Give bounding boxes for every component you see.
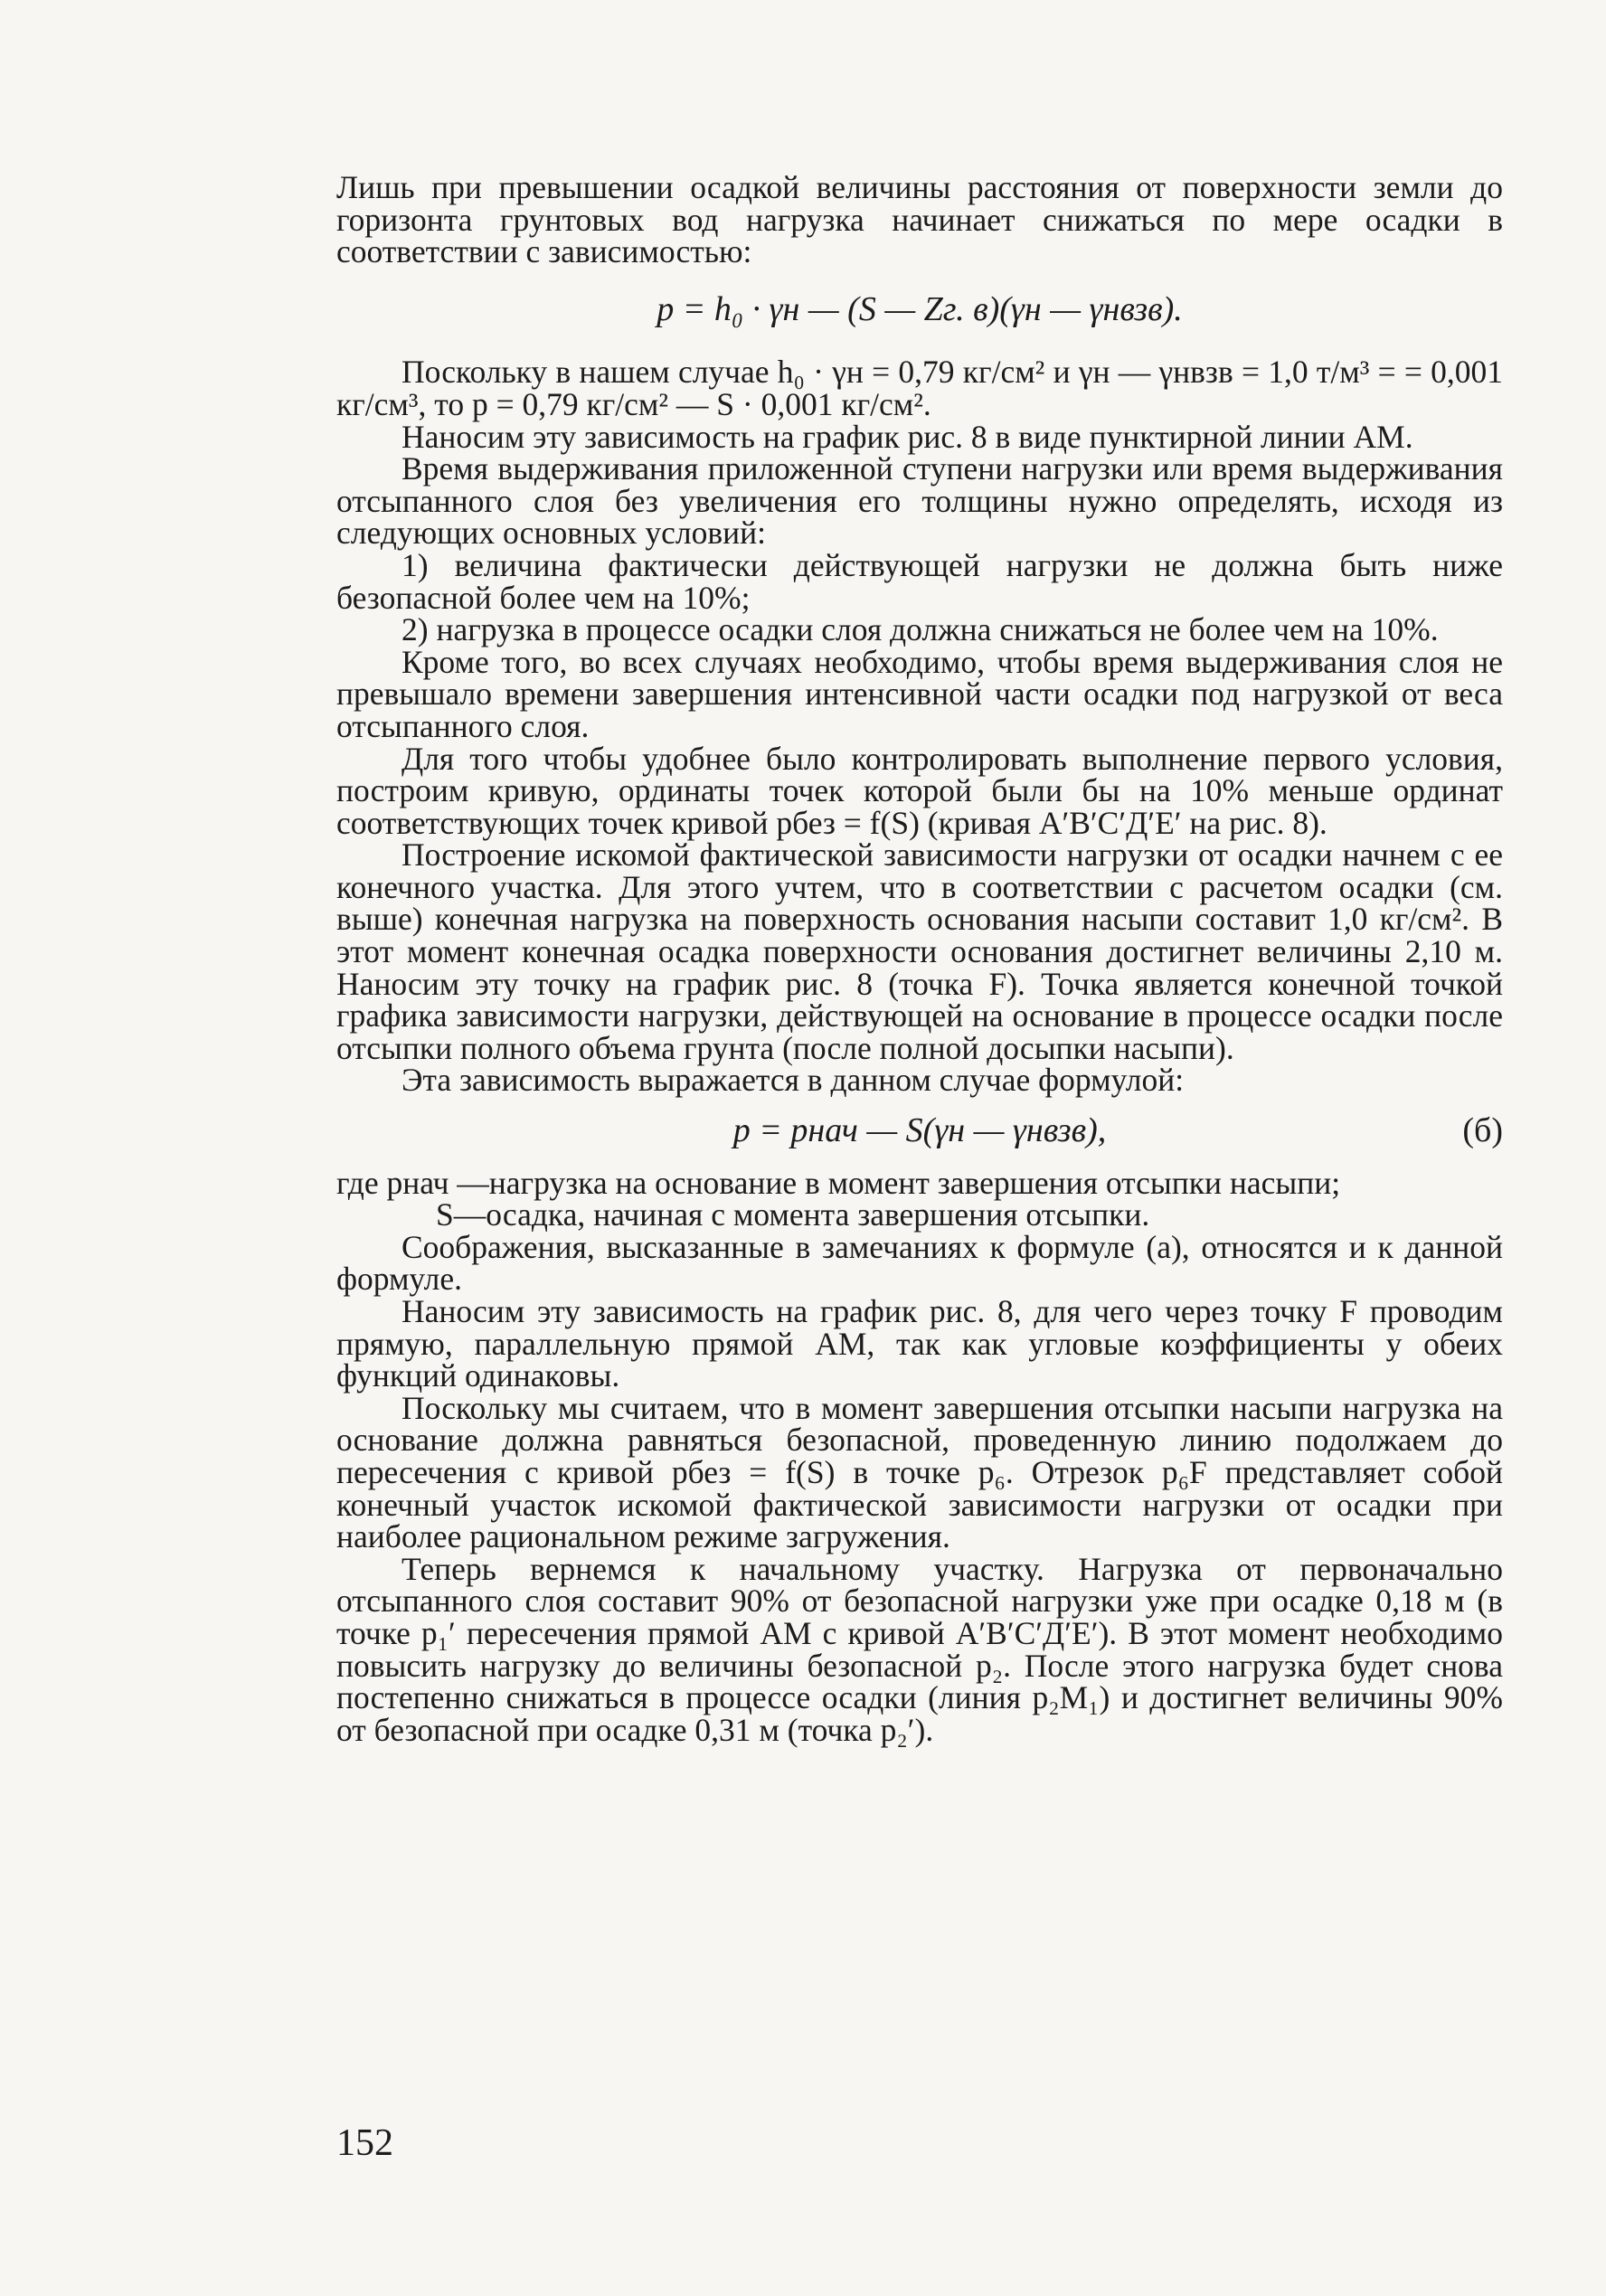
paragraph: Эта зависимость выражается в данном случае формулой: bbox=[402, 1062, 1185, 1099]
list-item: 2) нагрузка в процессе осадки слоя должна снижаться не более чем на 10%. bbox=[402, 611, 1439, 648]
paragraph: Поскольку в нашем случае h₀ · γн = 0,79 кг/см² и γн — γнвзв = 1,0 т/м³ = = 0,001 кг/см³, то p = 0,79 кг/см² — S · 0,001 кг/см². bbox=[336, 354, 1503, 422]
list-item: 1) величина фактически действующей нагрузки не должна быть ниже безопасной более чем на 10%; bbox=[336, 546, 1503, 616]
body-text bbox=[336, 169, 1503, 1748]
formula-1: p = h₀ · γн — (S — Zг. в)(γн — γнвзв). bbox=[657, 289, 1183, 328]
paragraph: Лишь при превышении осадкой величины расстояния от поверхности земли до горизонта грунтовых вод нагрузка начинает снижаться по мере осадки в соответствии с зависимостью: bbox=[336, 169, 1503, 270]
paragraph: Поскольку мы считаем, что в момент завершения отсыпки насыпи нагрузка на основание должна равняться безопасной, проведенную линию подолжаем до пересечения с кривой pбез = f(S) в точке p₆. Отрезок p₆F представляет собой конечный участок искомой фактической зависимости нагрузки от осадки при наиболее рациональном режиме загружения. bbox=[336, 1389, 1503, 1555]
definition: S—осадка, начиная с момента завершения отсыпки. bbox=[436, 1196, 1150, 1233]
paragraph: Теперь вернемся к начальному участку. Нагрузка от первоначально отсыпанного слоя составит 90% от безопасной нагрузки уже при осадке 0,18 м (в точке p₁′ пересечения прямой АМ с кривой А′В′С′Д′Е′). В этот момент необходимо повысить нагрузку до величины безопасной p₂. После этого нагрузка будет снова постепенно снижаться в процессе осадки (линия p₂M₁) и достигнет величины 90% от безопасной при осадке 0,31 м (точка p₂′). bbox=[336, 1550, 1503, 1748]
definition: где pнач —нагрузка на основание в момент завершения отсыпки насыпи; bbox=[336, 1164, 1341, 1201]
equation-number: (б) bbox=[1462, 1111, 1503, 1150]
paragraph: Построение искомой фактической зависимости нагрузки от осадки начнем с ее конечного участка. Для этого учтем, что в соответствии с расчетом осадки (см. выше) конечная нагрузка на поверхность основания насыпи составит 1,0 кг/см². В этот момент конечная осадка поверхности основания достигнет величины 2,10 м. Наносим эту точку на график рис. 8 (точка F). Точка является конечной точкой графика зависимости нагрузки, действующей на основание в процессе осадки после отсыпки полного объема грунта (после полной досыпки насыпи). bbox=[336, 836, 1503, 1066]
formula-2-body: p = pнач — S(γн — γнвзв), bbox=[732, 1111, 1107, 1150]
paragraph: Соображения, высказанные в замечаниях к формуле (а), относятся и к данной формуле. bbox=[336, 1228, 1503, 1298]
page-number: 152 bbox=[336, 2122, 393, 2164]
formula-2 bbox=[336, 1111, 1503, 1150]
paragraph: Кроме того, во всех случаях необходимо, чтобы время выдерживания слоя не превышало времени завершения интенсивной части осадки под нагрузкой от веса отсыпанного слоя. bbox=[336, 643, 1503, 744]
paragraph: Наносим эту зависимость на график рис. 8, для чего через точку F проводим прямую, параллельную прямой АМ, так как угловые коэффициенты у обеих функций одинаковы. bbox=[336, 1293, 1503, 1394]
paragraph: Для того чтобы удобнее было контролировать выполнение первого условия, построим кривую, ординаты точек которой были бы на 10% меньше ординат соответствующих точек кривой pбез = f(S) (кривая А′В′С′Д′Е′ на рис. 8). bbox=[336, 740, 1503, 841]
paragraph: Время выдерживания приложенной ступени нагрузки или время выдерживания отсыпанного слоя без увеличения его толщины нужно определять, исходя из следующих основных условий: bbox=[336, 450, 1503, 552]
paragraph: Наносим эту зависимость на график рис. 8 в виде пунктирной линии АМ. bbox=[402, 418, 1413, 455]
